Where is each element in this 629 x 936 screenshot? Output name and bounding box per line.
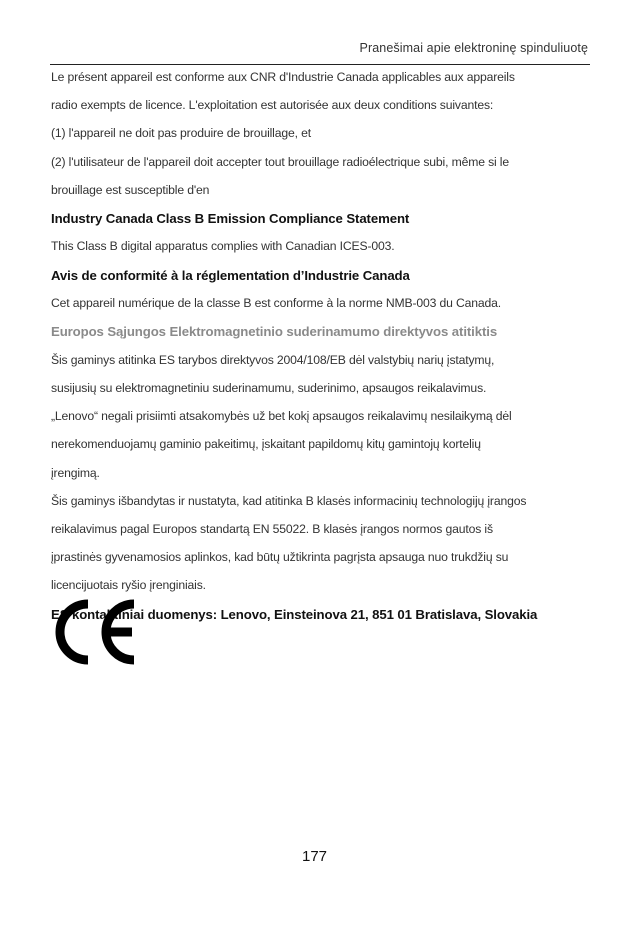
page-number: 177	[301, 848, 328, 865]
paragraph-line: brouillage est susceptible d'en	[51, 182, 210, 197]
ce-mark-e-bar	[105, 628, 132, 637]
ce-mark-icon	[52, 598, 140, 666]
paragraph-line: nerekomenduojamų gaminio pakeitimų, įskaitant papildomų kitų gamintojų kortelių	[51, 437, 481, 452]
paragraph-line: susijusių su elektromagnetiniu suderinamumu, suderinimo, apsaugos reikalavimus.	[51, 381, 487, 395]
document-body	[51, 69, 591, 634]
paragraph-line: (1) l'appareil ne doit pas produire de brouillage, et	[51, 126, 311, 141]
section-heading: Industry Canada Class B Emission Compliance Statement	[51, 210, 410, 226]
paragraph-line: licencijuotais ryšio įrenginiais.	[51, 578, 206, 593]
paragraph-line: „Lenovo“ negali prisiimti atsakomybės už bet kokį apsaugos reikalavimų nesilaikymą dėl	[51, 409, 512, 424]
paragraph-line: Šis gaminys atitinka ES tarybos direktyvos 2004/108/EB dėl valstybių narių įstatymų,	[51, 352, 495, 367]
paragraph-line: įrengimą.	[51, 465, 100, 480]
section-heading-grey: Europos Sąjungos Elektromagnetinio suderinamumo direktyvos atitiktis	[51, 324, 498, 340]
section-heading: Avis de conformité à la réglementation d’Industrie Canada	[51, 267, 410, 283]
paragraph-line: radio exempts de licence. L'exploitation est autorisée aux deux conditions suivantes:	[51, 98, 494, 113]
paragraph-line: Šis gaminys išbandytas ir nustatyta, kad atitinka B klasės informacinių technologijų įrangos	[51, 493, 527, 508]
paragraph-line: (2) l'utilisateur de l'appareil doit accepter tout brouillage radioélectrique subi, même si le	[51, 154, 509, 169]
paragraph-line: Le présent appareil est conforme aux CNR d'Industrie Canada applicables aux appareils	[51, 70, 515, 84]
paragraph-line: Cet appareil numérique de la classe B est conforme à la norme NMB-003 du Canada.	[51, 296, 502, 311]
paragraph-line: This Class B digital apparatus complies with Canadian ICES-003.	[51, 239, 395, 254]
page-header	[50, 38, 590, 65]
ce-mark-c-shape	[60, 604, 88, 660]
contact-heading: ES kontaktiniai duomenys: Lenovo, Einsteinova 21, 851 01 Bratislava, Slovakia	[51, 606, 538, 622]
header-title: Pranešimai apie elektroninę spinduliuotę	[359, 41, 588, 55]
paragraph-line: reikalavimus pagal Europos standartą EN 55022. B klasės įrangos normos gautos iš	[51, 521, 493, 536]
paragraph-line: įprastinės gyvenamosios aplinkos, kad būtų užtikrinta pagrįsta apsauga nuo trukdžių su	[51, 550, 509, 565]
